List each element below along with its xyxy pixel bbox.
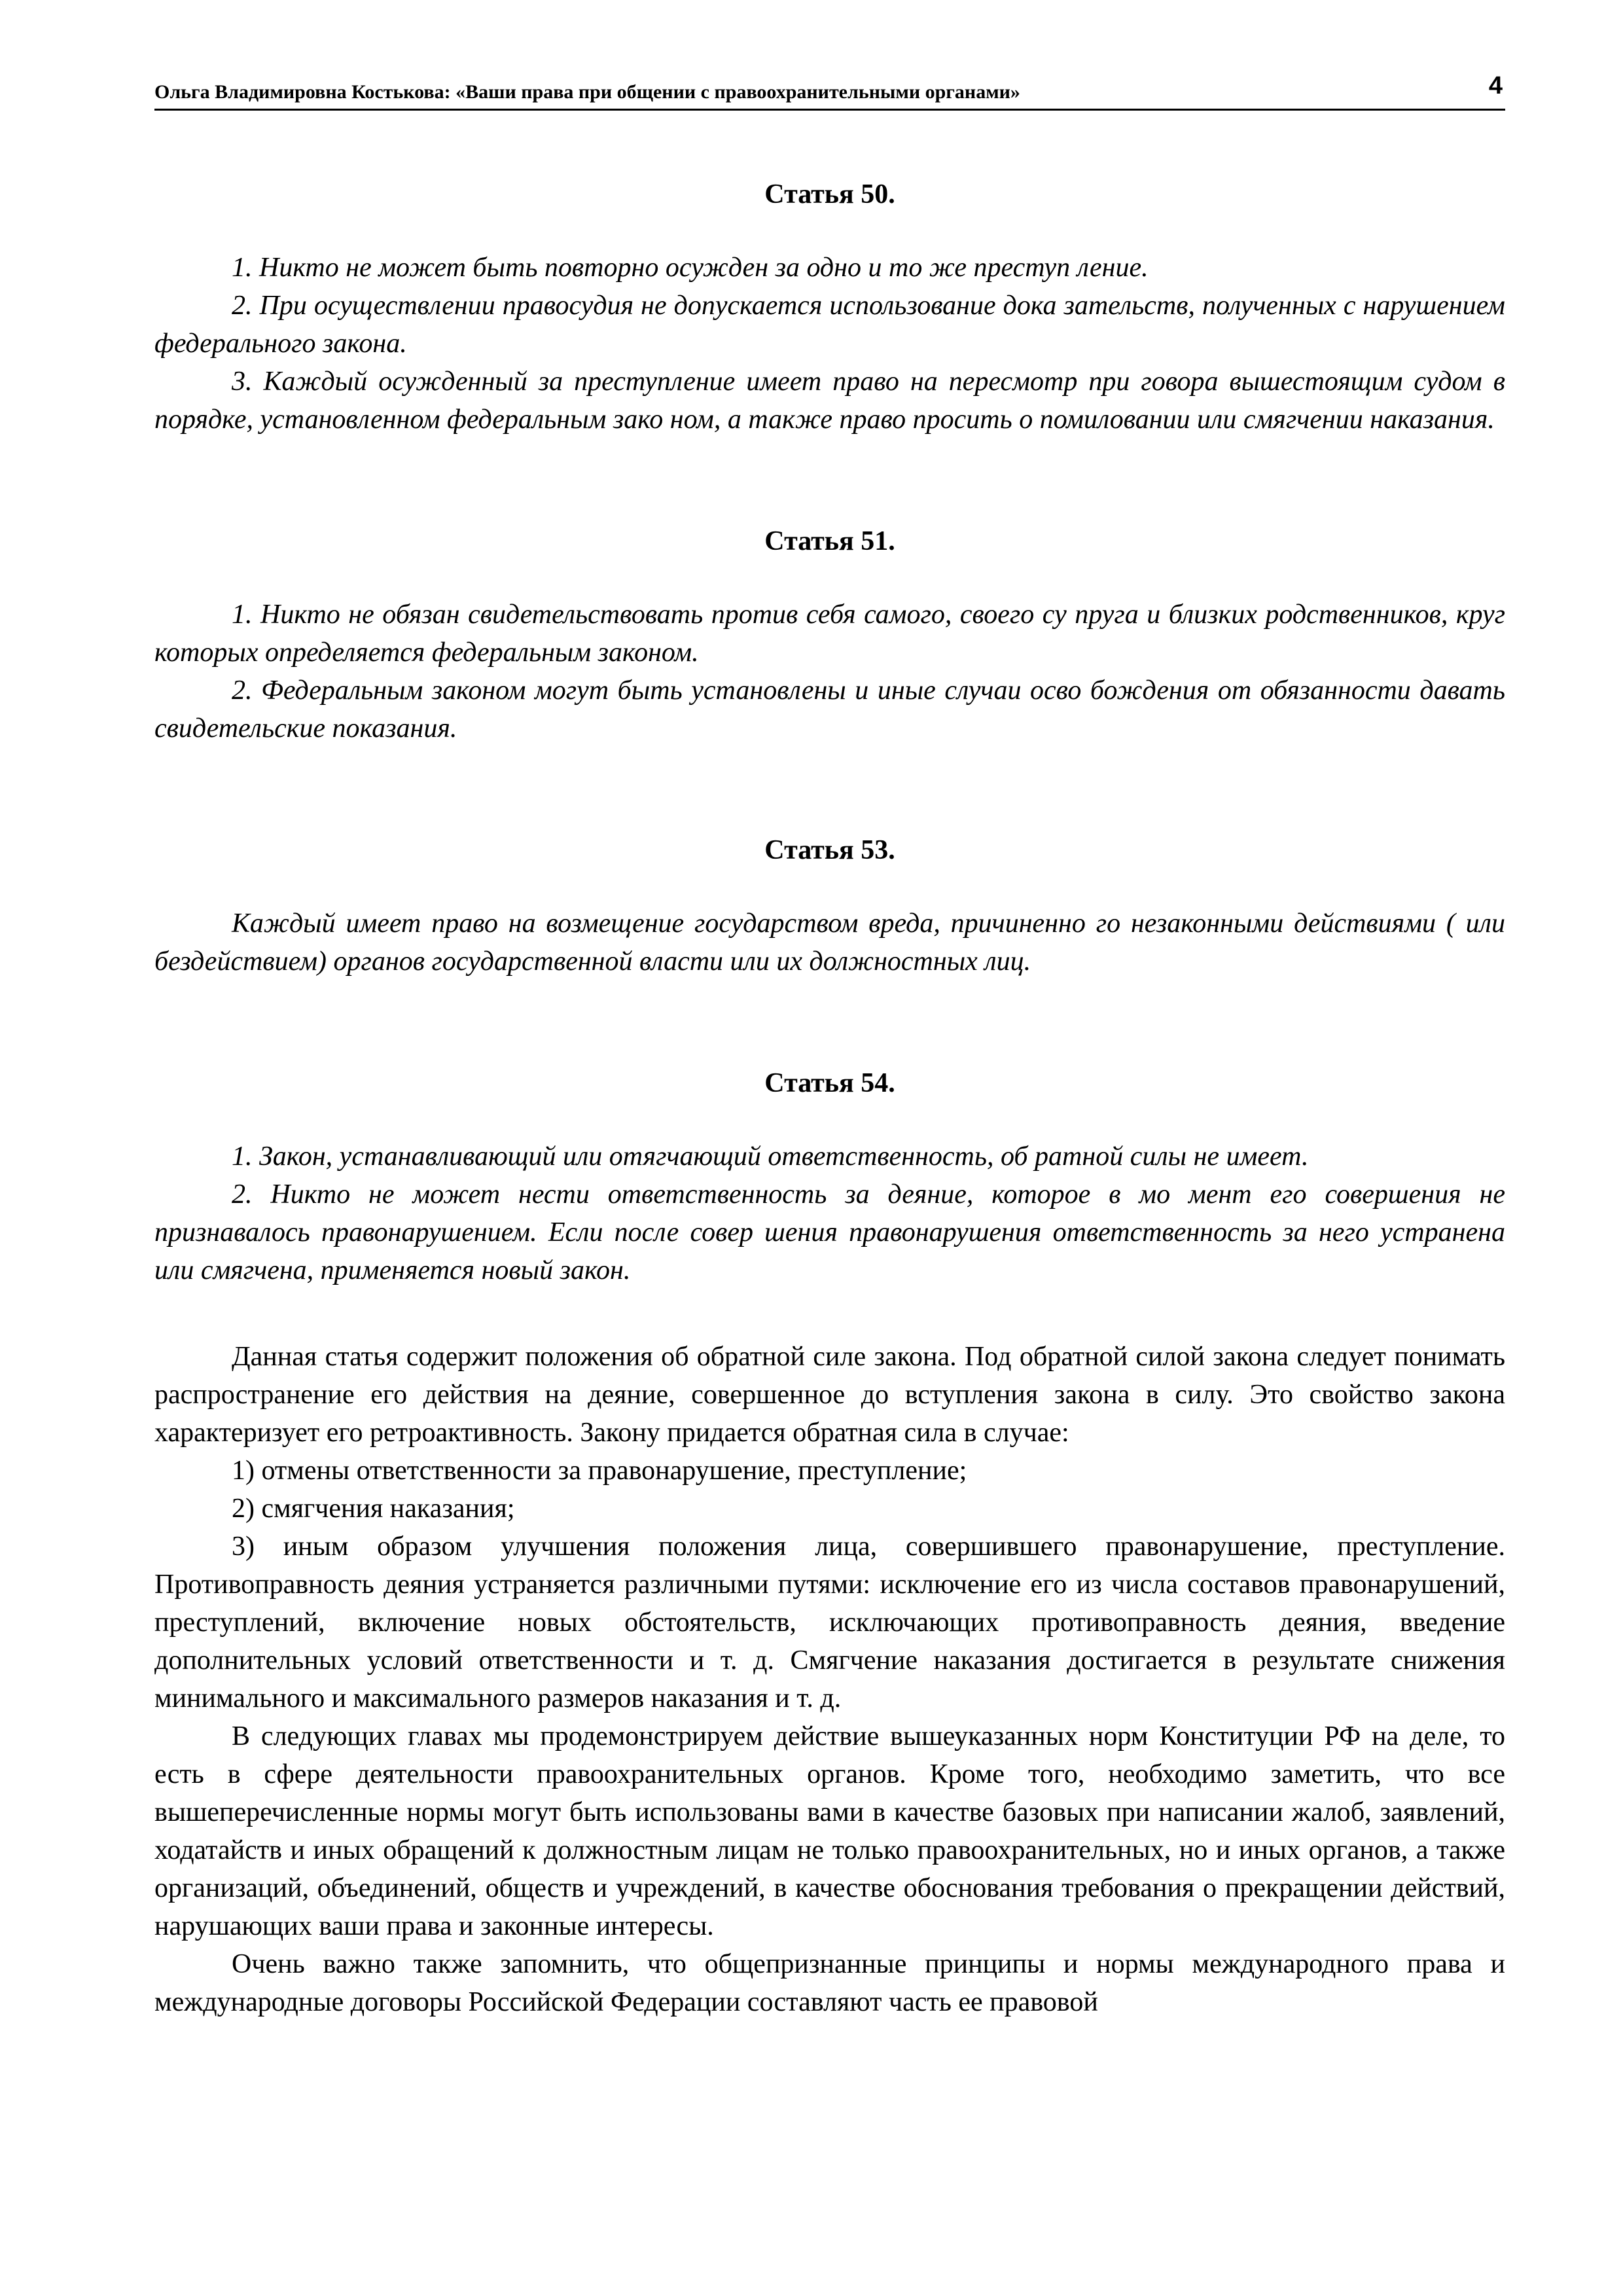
article-paragraph: 1. Никто не обязан свидетельствовать против себя самого, своего су пруга и близких родственников, круг которых определяется федеральным законом.	[154, 600, 1505, 668]
page-number: 4	[1488, 72, 1503, 99]
article-51	[154, 522, 1505, 747]
article-title: Статья 53.	[764, 835, 895, 865]
article-paragraph: 1. Закон, устанавливающий или отягчающий ответственность, об ратной силы не имеет.	[232, 1141, 1309, 1172]
commentary-list-item: 1) отмены ответственности за правонарушение, преступление;	[232, 1456, 967, 1486]
article-54	[154, 1064, 1505, 1289]
article-body	[154, 249, 1505, 439]
commentary-paragraph: Очень важно также запомнить, что общепризнанные принципы и нормы международного права и международные договоры Российской Федерации составляют часть ее правовой	[154, 1949, 1505, 2017]
article-50	[154, 175, 1505, 439]
article-title: Статья 50.	[764, 179, 895, 209]
article-paragraph: 3. Каждый осужденный за преступление имеет право на пересмотр при говора вышестоящим судом в порядке, установленном федеральным зако ном, а также право просить о помиловании или смягчении наказания.	[154, 367, 1505, 435]
running-header	[154, 72, 1505, 111]
article-title: Статья 51.	[764, 526, 895, 556]
article-paragraph: 2. Федеральным законом могут быть установлены и иные случаи осво бождения от обязанности давать свидетельские показания.	[154, 675, 1505, 744]
article-53	[154, 831, 1505, 980]
article-body	[154, 596, 1505, 747]
header-title: Ольга Владимировна Костькова: «Ваши права при общении с правоохранительными органами»	[154, 81, 1020, 103]
commentary-list-item: 2) смягчения наказания;	[232, 1494, 515, 1524]
article-body	[154, 1138, 1505, 1289]
commentary-paragraph: Данная статья содержит положения об обратной силе закона. Под обратной силой закона следует понимать распространение его действия на деяние, совершенное до вступления закона в силу. Это свойство закона характеризует его ретроактивность. Закону придается обратная сила в случае:	[154, 1342, 1505, 1448]
article-body	[154, 905, 1505, 980]
article-paragraph: 1. Никто не может быть повторно осужден за одно и то же преступ ление.	[232, 253, 1149, 283]
article-paragraph: Каждый имеет право на возмещение государством вреда, причиненно го незаконными действиями ( или бездействием) органов государственной власти или их должностных лиц.	[154, 908, 1505, 977]
article-title: Статья 54.	[764, 1068, 895, 1098]
commentary-paragraph: В следующих главах мы продемонстрируем действие вышеуказанных норм Конституции РФ на деле, то есть в сфере деятельности правоохранительных органов. Кроме того, необходимо заметить, что все вышеперечисленные нормы могут быть использованы вами в качестве базовых при написании жалоб, заявлений, ходатайств и иных обращений к должностным лицам не только правоохранительных, но и иных органов, а также организаций, объединений, обществ и учреждений, в качестве обоснования требования о прекращении действий, нарушающих ваши права и законные интересы.	[154, 1721, 1505, 1941]
article-paragraph: 2. При осуществлении правосудия не допускается использование дока зательств, полученных с нарушением федерального закона.	[154, 291, 1505, 359]
commentary-list-item: 3) иным образом улучшения положения лица, совершившего правонарушение, преступление. Противоправность деяния устраняется различными путями: исключение его из числа составов правонарушений, преступлений, включение новых обстоятельств, исключающих противоправность деяния, введение дополнительных условий ответственности и т. д. Смягчение наказания достигается в результате снижения минимального и максимального размеров наказания и т. д.	[154, 1532, 1505, 1713]
article-paragraph: 2. Никто не может нести ответственность за деяние, которое в мо мент его совершения не признавалось правонарушением. Если после совер шения правонарушения ответственность за него устранена или смягчена, применяется новый закон.	[154, 1179, 1505, 1285]
commentary-section	[154, 1338, 1505, 2021]
page-content	[154, 175, 1505, 2021]
